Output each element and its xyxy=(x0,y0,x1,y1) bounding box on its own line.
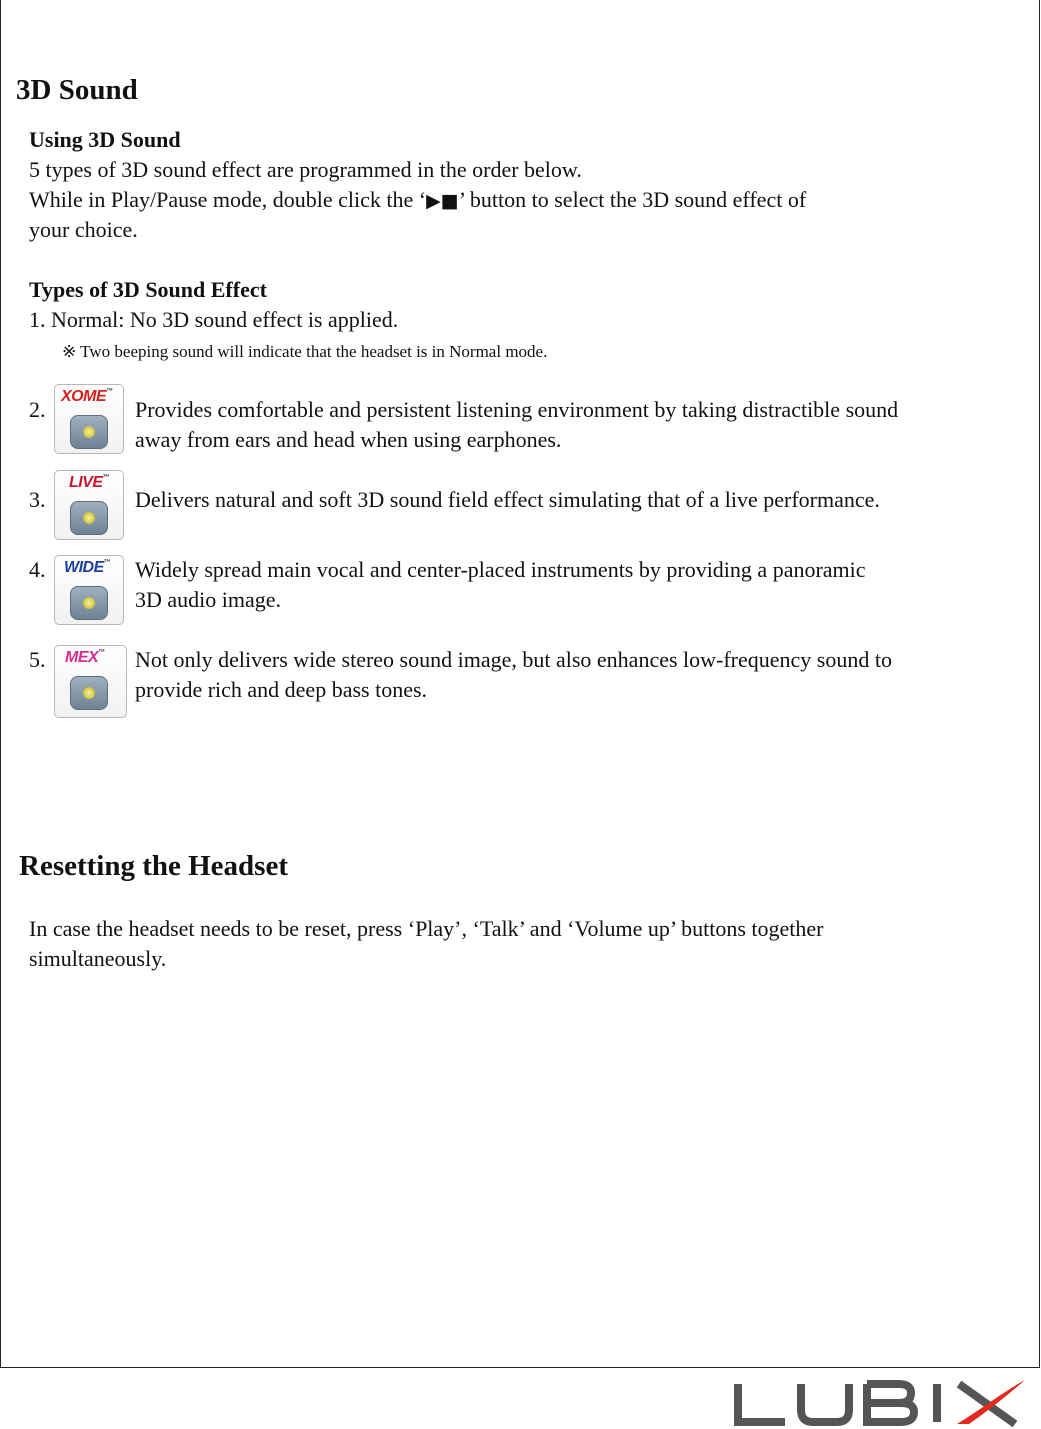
using-line-2-start: While in Play/Pause mode, double click the ‘ xyxy=(29,187,427,212)
control-knob-icon xyxy=(70,586,108,620)
effect-number-3: 3. xyxy=(29,487,46,512)
using-line-3: your choice. xyxy=(29,217,138,242)
normal-mode-note: ※ Two beeping sound will indicate that the headset is in Normal mode. xyxy=(62,342,548,361)
control-knob-icon xyxy=(70,501,108,535)
reset-line-1: In case the headset needs to be reset, press ‘Play’, ‘Talk’ and ‘Volume up’ buttons together xyxy=(29,916,824,941)
mex-icon-label: MEX™ xyxy=(65,649,105,666)
effect-number-5: 5. xyxy=(29,647,46,672)
lubix-logo xyxy=(733,1378,1028,1428)
effect-5-line-1: Not only delivers wide stereo sound image, but also enhances low-frequency sound to xyxy=(135,647,892,672)
effect-number-4: 4. xyxy=(29,557,46,582)
control-knob-icon xyxy=(70,415,108,449)
effect-5-line-2: provide rich and deep bass tones. xyxy=(135,677,428,702)
section-title-3d-sound: 3D Sound xyxy=(16,74,138,106)
logo-x-mark xyxy=(957,1380,1025,1424)
effect-2-line-1: Provides comfortable and persistent listening environment by taking distractible sound xyxy=(135,397,899,422)
effect-2-line-2: away from ears and head when using earphones. xyxy=(135,427,562,452)
effect-number-2: 2. xyxy=(29,397,46,422)
mex-mode-icon xyxy=(54,645,127,718)
live-mode-icon xyxy=(54,470,124,540)
using-line-2 xyxy=(29,187,806,213)
using-line-2-end: ’ button to select the 3D sound effect of xyxy=(458,187,807,212)
wide-icon-label: WIDE™ xyxy=(64,559,111,576)
reset-line-2: simultaneously. xyxy=(29,946,167,971)
xome-mode-icon xyxy=(54,384,124,454)
wide-mode-icon xyxy=(54,555,124,625)
effect-3-line-1: Delivers natural and soft 3D sound field effect simulating that of a live performance. xyxy=(135,487,880,512)
effect-4-line-2: 3D audio image. xyxy=(135,587,282,612)
play-stop-glyph: ▶■ xyxy=(426,190,459,212)
subheading-using-3d-sound: Using 3D Sound xyxy=(29,127,181,152)
xome-icon-label: XOME™ xyxy=(61,388,113,405)
effect-item-1: 1. Normal: No 3D sound effect is applied. xyxy=(29,307,399,332)
live-icon-label: LIVE™ xyxy=(69,474,110,491)
subheading-types: Types of 3D Sound Effect xyxy=(29,277,267,302)
control-knob-icon xyxy=(70,676,108,710)
section-title-resetting: Resetting the Headset xyxy=(19,850,289,882)
effect-4-line-1: Widely spread main vocal and center-placed instruments by providing a panoramic xyxy=(135,557,866,582)
using-line-1: 5 types of 3D sound effect are programmed in the order below. xyxy=(29,157,582,182)
